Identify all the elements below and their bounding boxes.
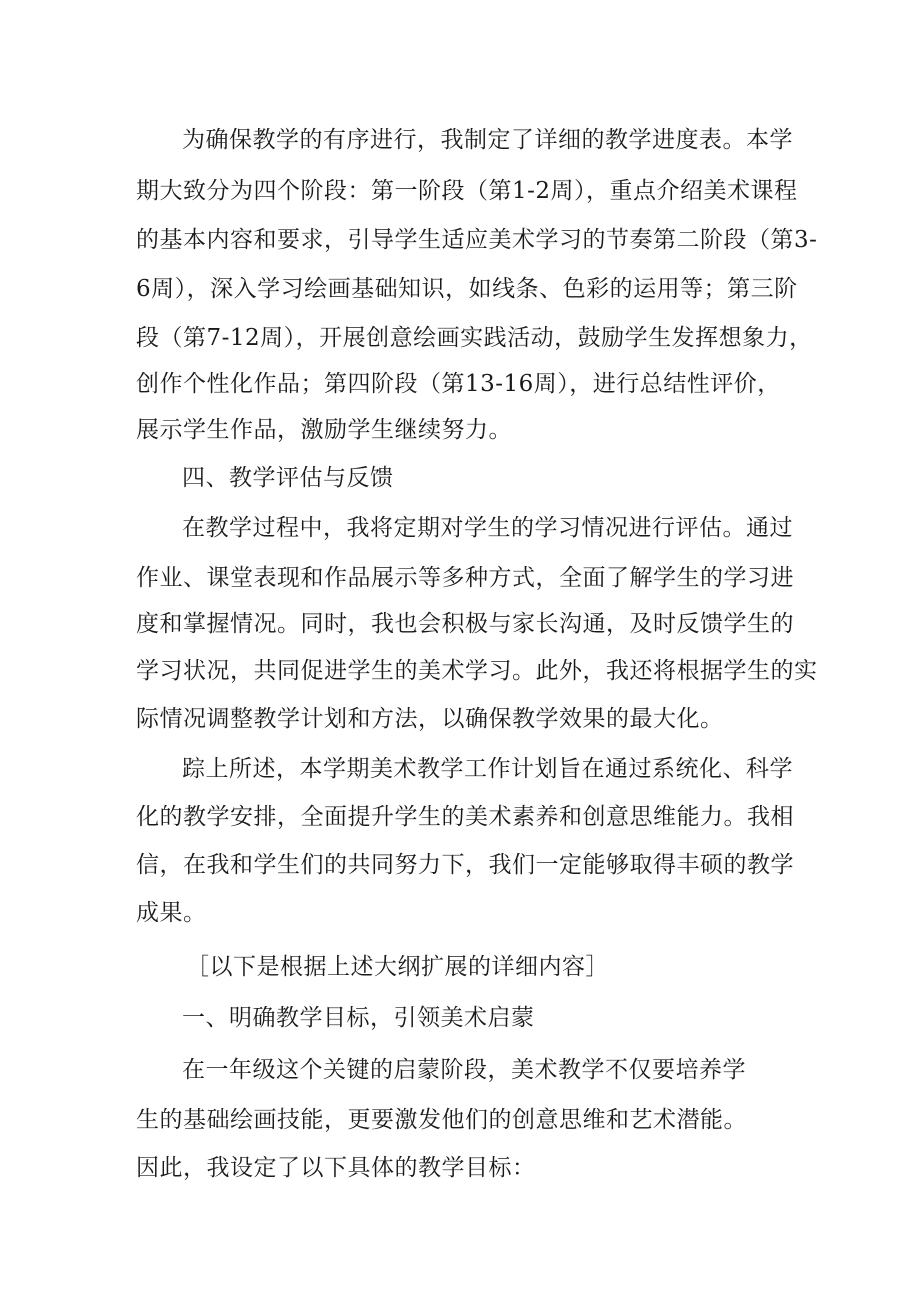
schedule-line-4: 6周），深入学习绘画基础知识，如线条、色彩的运用等；第三阶 xyxy=(136,276,798,302)
evaluation-line-2: 作业、课堂表现和作品展示等多种方式，全面了解学生的学习进 xyxy=(136,565,794,591)
goals-intro-line-3: 因此，我设定了以下具体的教学目标： xyxy=(136,1155,536,1181)
section-1-heading: 一、明确教学目标，引领美术启蒙 xyxy=(182,1005,535,1031)
schedule-line-7: 展示学生作品，激励学生继续努力。 xyxy=(136,417,512,443)
expansion-note: ［以下是根据上述大纲扩展的详细内容］ xyxy=(186,954,609,980)
schedule-line-6: 创作个性化作品；第四阶段（第13-16周），进行总结性评价， xyxy=(136,371,781,397)
schedule-line-5: 段（第7-12周），开展创意绘画实践活动，鼓励学生发挥想象力， xyxy=(136,325,813,351)
goals-intro-line-2: 生的基础绘画技能，更要激发他们的创意思维和艺术潜能。 xyxy=(136,1107,747,1133)
evaluation-line-3: 度和掌握情况。同时，我也会积极与家长沟通，及时反馈学生的 xyxy=(136,611,794,637)
summary-line-4: 成果。 xyxy=(136,900,207,926)
schedule-line-2: 期大致分为四个阶段：第一阶段（第1-2周），重点介绍美术课程 xyxy=(136,178,798,204)
evaluation-line-5: 际情况调整教学计划和方法，以确保教学效果的最大化。 xyxy=(136,706,724,732)
evaluation-line-1: 在教学过程中，我将定期对学生的学习情况进行评估。通过 xyxy=(182,515,793,541)
section-4-heading: 四、教学评估与反馈 xyxy=(182,465,394,491)
summary-line-1: 踪上所述，本学期美术教学工作计划旨在通过系统化、科学 xyxy=(182,756,793,782)
summary-line-3: 信，在我和学生们的共同努力下，我们一定能够取得丰硕的教学 xyxy=(136,852,794,878)
schedule-line-3: 的基本内容和要求，引导学生适应美术学习的节奏第二阶段（第3- xyxy=(136,227,818,253)
goals-intro-line-1: 在一年级这个关键的启蒙阶段，美术教学不仅要培养学 xyxy=(182,1057,746,1083)
evaluation-line-4: 学习状况，共同促进学生的美术学习。此外，我还将根据学生的实 xyxy=(136,658,818,684)
schedule-line-1: 为确保教学的有序进行，我制定了详细的教学进度表。本学 xyxy=(182,127,793,153)
summary-line-2: 化的教学安排，全面提升学生的美术素养和创意思维能力。我相 xyxy=(136,804,794,830)
